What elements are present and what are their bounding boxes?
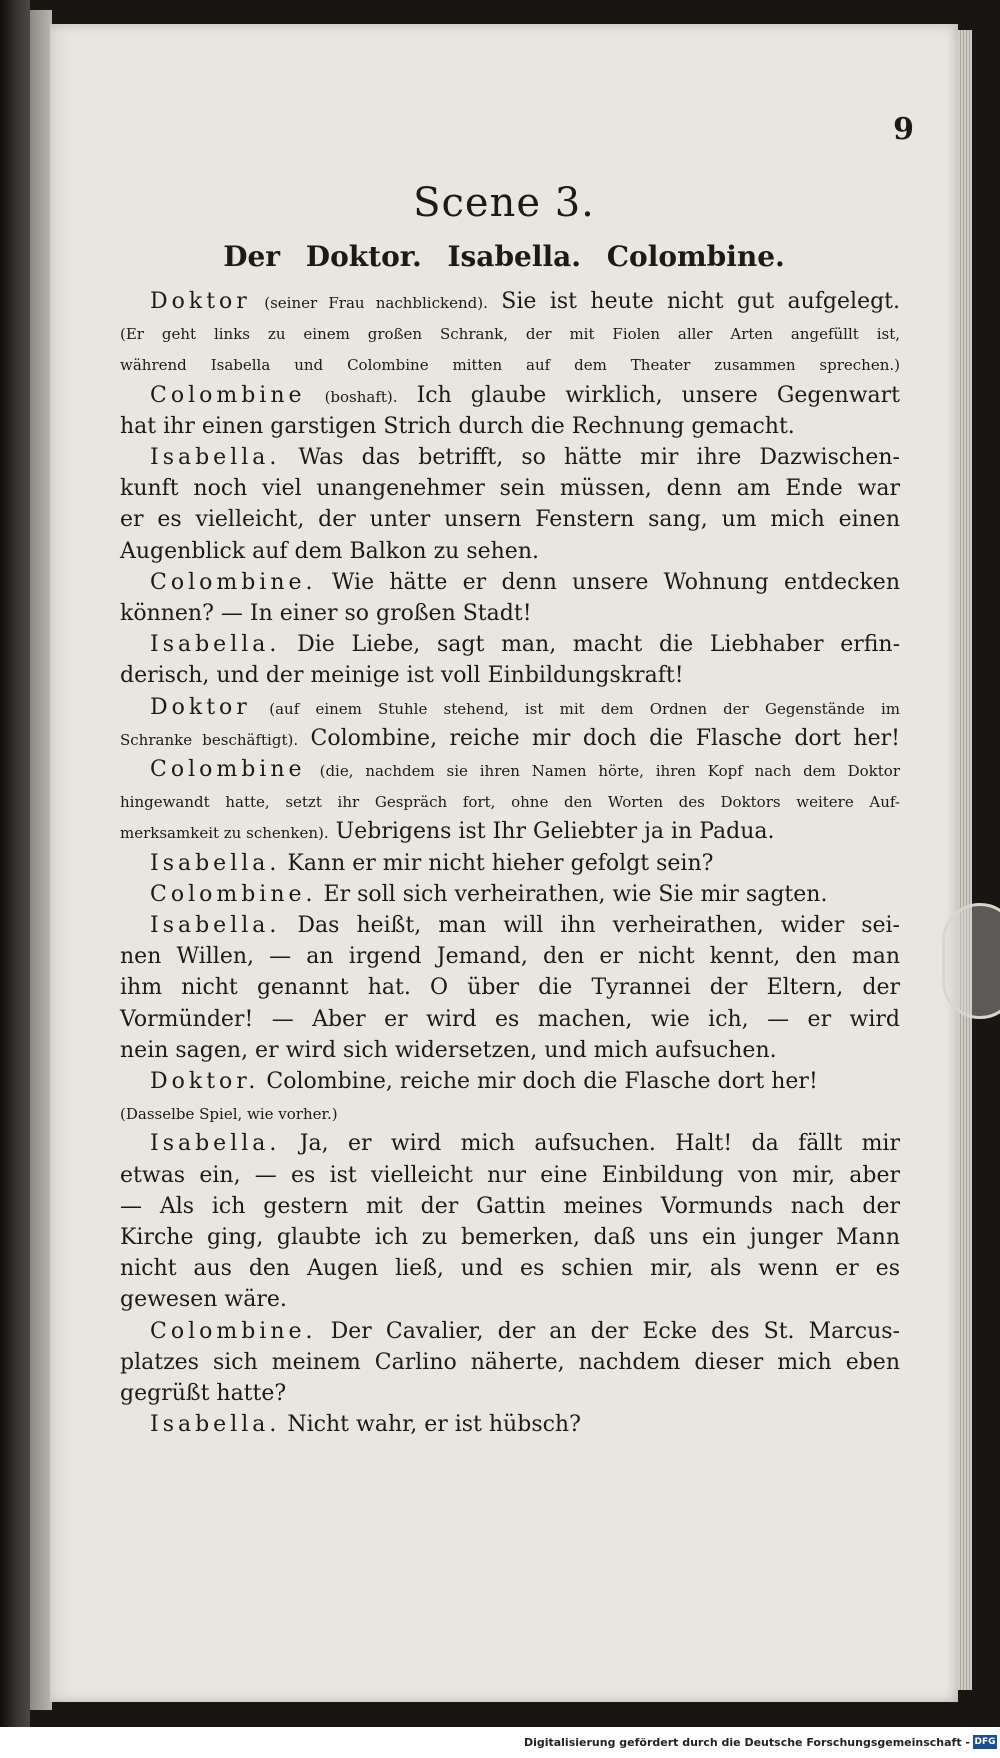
dialogue-text: nen Willen, — an irgend Jemand, den er nicht kennt, den man: [120, 944, 900, 970]
text-line: [120, 1191, 900, 1223]
text-line: [150, 629, 900, 661]
text-line: [120, 1253, 900, 1285]
text-line: [150, 879, 900, 911]
dialogue-text: Der Cavalier, der an der Ecke des St. Marcus-: [330, 1318, 900, 1344]
dialogue-text: — Als ich gestern mit der Gattin meines Vormunds nach der: [120, 1193, 900, 1219]
funding-credit: Digitalisierung gefördert durch die Deutsche Forschungsgemeinschaft -: [523, 1736, 970, 1749]
dialogue-text: gewesen wäre.: [120, 1287, 287, 1313]
text-line: [150, 1316, 900, 1348]
dialogue-text: derisch, und der meinige ist voll Einbildungskraft!: [120, 663, 684, 689]
text-line: [120, 785, 900, 817]
text-line: [150, 380, 900, 412]
speaker-name: Isabella.: [150, 850, 281, 876]
text-line: [120, 816, 900, 848]
text-line: [120, 598, 900, 630]
text-line: [150, 442, 900, 474]
text-line: [120, 1160, 900, 1192]
stage-direction: (die, nachdem sie ihren Namen hörte, ihren Kopf nach dem Doktor: [319, 762, 900, 780]
dialogue-text: etwas ein, — es ist vielleicht nur eine Einbildung von mir, aber: [120, 1162, 900, 1188]
page-stack-edges: [958, 30, 972, 1690]
dialogue-text: Kann er mir nicht hieher gefolgt sein?: [287, 850, 714, 876]
dialogue-text: Ich glaube wirklich, unsere Gegenwart: [416, 382, 900, 408]
text-line: [120, 723, 900, 755]
stage-direction: (Dasselbe Spiel, wie vorher.): [120, 1105, 338, 1124]
text-line: [120, 972, 900, 1004]
dialogue-text: gegrüßt hatte?: [120, 1381, 287, 1406]
page-number: 9: [893, 112, 914, 147]
dialogue-text: nicht aus den Augen ließ, und es schien mir, als wenn er es: [120, 1256, 900, 1282]
text-line: [120, 1035, 900, 1067]
stage-direction: merksamkeit zu schenken).: [120, 824, 329, 843]
dialogue-text: platzes sich meinem Carlino näherte, nachdem dieser mich eben: [120, 1349, 900, 1375]
dialogue-text: können? — In einer so großen Stadt!: [120, 601, 532, 626]
text-line: [120, 317, 900, 349]
dialogue-text: ihm nicht genannt hat. O über die Tyrannei der Eltern, der: [120, 975, 900, 1001]
dialogue-text: Vormünder! — Aber er wird es machen, wie ich, — er wird: [120, 1006, 900, 1032]
text-line: [120, 348, 900, 380]
speaker-name: Colombine: [150, 382, 306, 408]
stage-direction: hingewandt hatte, setzt ihr Gespräch fort, ohne den Worten des Doktors weitere Auf-: [120, 793, 900, 812]
dialogue-text: er es vielleicht, der unter unsern Fenstern sang, um mich einen: [120, 507, 900, 533]
stage-direction: (seiner Frau nachblickend).: [264, 294, 488, 312]
stage-direction: während Isabella und Colombine mitten auf dem Theater zusammen sprechen.): [120, 356, 900, 375]
dialogue-text: Wie hätte er denn unsere Wohnung entdecken: [331, 569, 900, 595]
speaker-name: Isabella.: [150, 1131, 281, 1157]
text-line: [150, 910, 900, 942]
speaker-name: Colombine.: [150, 569, 317, 595]
stage-direction: (Er geht links zu einem großen Schrank, der mit Fiolen aller Arten angefüllt ist,: [120, 325, 900, 344]
speaker-name: Doktor.: [150, 1069, 260, 1094]
text-line: [120, 941, 900, 973]
dialogue-text: Er soll sich verheirathen, wie Sie mir sagten.: [323, 881, 828, 907]
digitization-footer: [0, 1727, 1000, 1758]
dialogue-text: Sie ist heute nicht gut aufgelegt.: [501, 289, 900, 314]
dialogue-text: Was das betrifft, so hätte mir ihre Dazwischen-: [298, 445, 900, 470]
binding-gutter: [30, 10, 52, 1710]
speaker-name: Isabella.: [150, 632, 281, 658]
character-list: Der Doktor. Isabella. Colombine.: [223, 240, 785, 273]
text-line: [120, 1222, 900, 1254]
stage-direction: (boshaft).: [324, 387, 398, 406]
text-line: [120, 411, 900, 443]
text-line: [150, 692, 900, 724]
speaker-name: Colombine.: [150, 881, 317, 907]
page-clip-mark: [942, 903, 1000, 1019]
dialogue-text: Colombine, reiche mir doch die Flasche dort her!: [310, 725, 901, 751]
speaker-name: Doktor: [150, 694, 251, 720]
dialogue-text: kunft noch viel unangenehmer sein müssen, denn am Ende war: [120, 476, 900, 502]
dialogue-text: Die Liebe, sagt man, macht die Liebhaber erfin-: [297, 632, 900, 658]
dialogue-text: hat ihr einen garstigen Strich durch die Rechnung gemacht.: [120, 413, 795, 439]
speaker-name: Colombine.: [150, 1318, 317, 1344]
text-line: [120, 1004, 900, 1036]
dialogue-text: Uebrigens ist Ihr Geliebter ja in Padua.: [335, 819, 775, 845]
text-line: [120, 536, 900, 568]
speaker-name: Doktor: [150, 289, 251, 314]
text-line: [120, 504, 900, 536]
text-line: [120, 1284, 900, 1316]
text-line: [150, 1128, 900, 1160]
text-line: [150, 754, 900, 786]
text-line: [150, 567, 900, 599]
speaker-name: Isabella.: [150, 1412, 281, 1438]
scene-heading: Scene 3.: [413, 180, 595, 226]
stage-direction: Schranke beschäftigt).: [120, 730, 299, 749]
dialogue-text: Kirche ging, glaubte ich zu bemerken, daß uns ein junger Mann: [120, 1225, 900, 1250]
dialogue-text: Colombine, reiche mir doch die Flasche dort her!: [266, 1069, 818, 1094]
text-line: [120, 660, 900, 692]
speaker-name: Isabella.: [150, 913, 281, 938]
dialogue-text: Ja, er wird mich aufsuchen. Halt! da fällt mir: [299, 1131, 900, 1157]
text-line: [120, 1347, 900, 1379]
dfg-logo: DFG: [974, 1737, 996, 1747]
text-line: [150, 848, 900, 880]
dialogue-text: nein sagen, er wird sich widersetzen, und mich aufsuchen.: [120, 1037, 777, 1063]
previous-page-edge: [0, 0, 30, 1727]
text-line: [150, 1409, 900, 1441]
text-line: [120, 473, 900, 505]
text-line: [120, 1097, 900, 1129]
dialogue-text: Augenblick auf dem Balkon zu sehen.: [120, 538, 539, 564]
text-line: [150, 286, 900, 318]
text-line: [150, 1066, 900, 1098]
dialogue-text: Nicht wahr, er ist hübsch?: [287, 1412, 581, 1438]
speaker-name: Isabella.: [150, 445, 281, 470]
text-line: [120, 1378, 900, 1410]
stage-direction: (auf einem Stuhle stehend, ist mit dem Ordnen der Gegenstände im: [269, 699, 900, 718]
speaker-name: Colombine: [150, 757, 306, 782]
dialogue-text: Das heißt, man will ihn verheirathen, wider sei-: [297, 913, 900, 938]
